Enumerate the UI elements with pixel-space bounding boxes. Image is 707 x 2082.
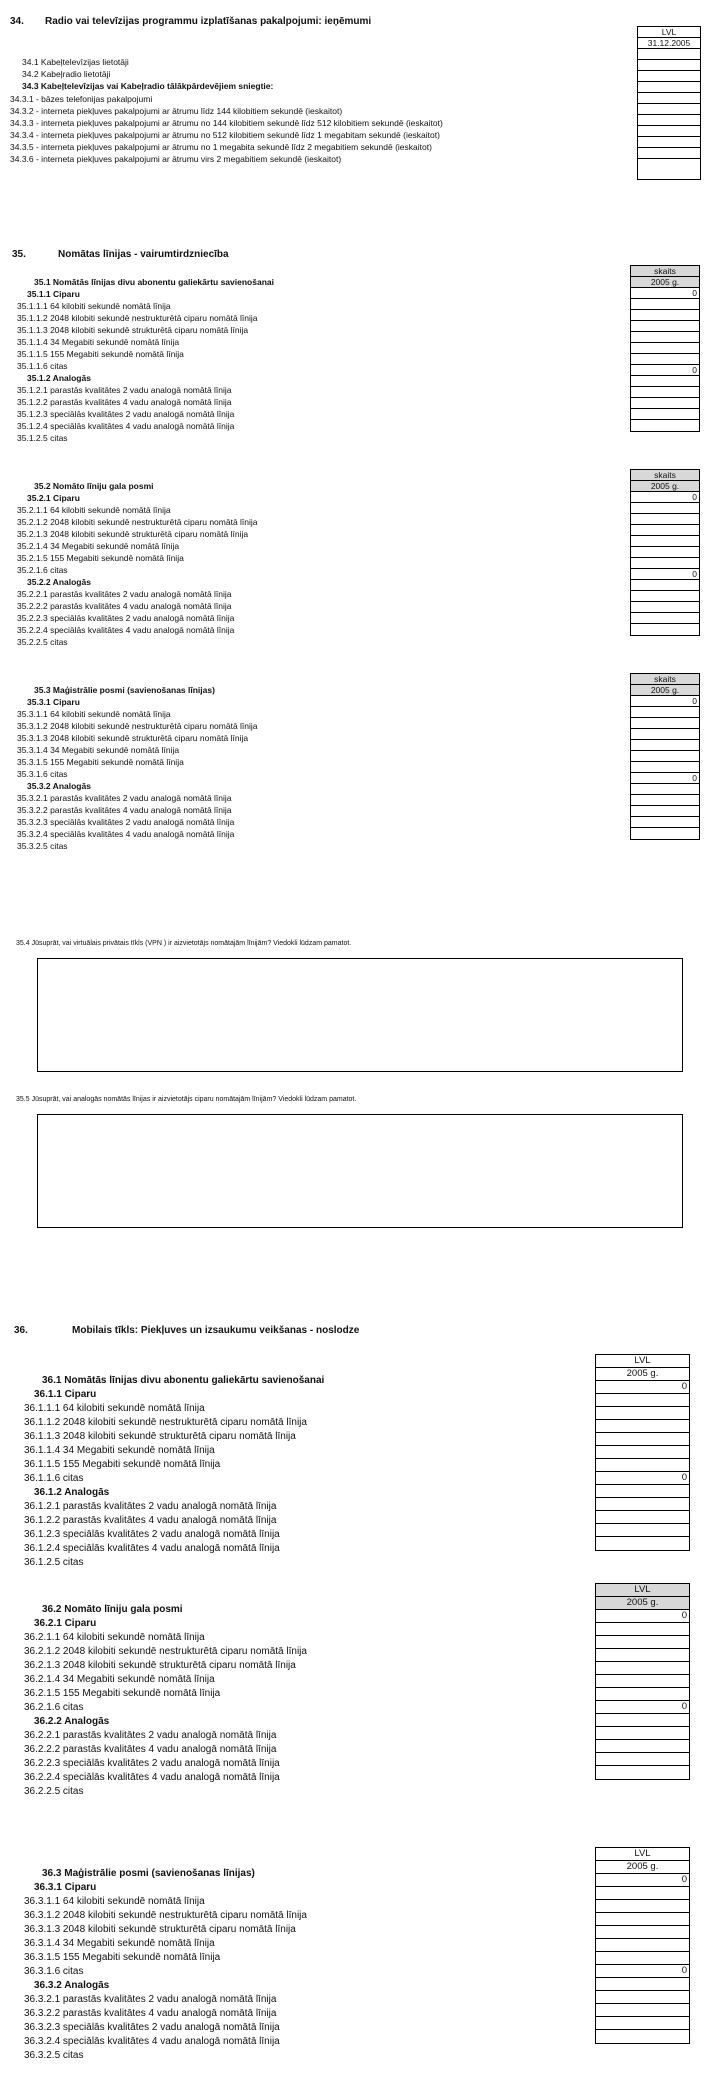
digital-row: 36.2.1.5 155 Megabiti sekundē nomātā līnija bbox=[24, 1688, 221, 1699]
digital-row: 36.2.1.3 2048 kilobiti sekundē strukturētā ciparu nomātā līnija bbox=[24, 1660, 296, 1671]
analog-heading: 36.1.2 Analogās bbox=[34, 1487, 110, 1498]
value-year: 2005 g. bbox=[596, 1861, 689, 1874]
section-34-value-box bbox=[637, 26, 701, 180]
digital-row: 35.1.1.6 citas bbox=[17, 361, 68, 371]
value-cell[interactable] bbox=[596, 1511, 689, 1524]
analog-row: 35.2.2.4 speciālās kvalitātes 4 vadu analogā nomātā līnija bbox=[17, 625, 235, 635]
block-title: 36.3 Maģistrālie posmi (savienošanas līnijas) bbox=[42, 1868, 255, 1879]
analog-row: 36.1.2.5 citas bbox=[24, 1557, 84, 1568]
analog-heading: 35.1.2 Analogās bbox=[27, 373, 91, 383]
value-cell[interactable] bbox=[631, 536, 699, 547]
value-cell[interactable] bbox=[596, 2030, 689, 2043]
value-cell[interactable] bbox=[631, 409, 699, 420]
digital-total-cell[interactable]: 0 bbox=[631, 696, 699, 707]
digital-row: 36.1.1.1 64 kilobiti sekundē nomātā līnija bbox=[24, 1403, 205, 1414]
analog-row: 36.1.2.2 parastās kvalitātes 4 vadu analogā nomātā līnija bbox=[24, 1515, 277, 1526]
value-box bbox=[630, 265, 700, 432]
row-34-item: 34.3.2 - interneta piekļuves pakalpojumi ar ātrumu līdz 144 kilobitiem sekundē (ieskaitot) bbox=[10, 106, 343, 116]
digital-total-cell[interactable]: 0 bbox=[596, 1610, 689, 1623]
analog-row: 36.2.2.1 parastās kvalitātes 2 vadu analogā nomātā līnija bbox=[24, 1730, 277, 1741]
digital-row: 35.3.1.1 64 kilobiti sekundē nomātā līnija bbox=[17, 709, 171, 719]
value-cell[interactable] bbox=[631, 751, 699, 762]
value-year: 2005 g. bbox=[596, 1597, 689, 1610]
section-34-title: Radio vai televīzijas programmu izplatīšanas pakalpojumi: ieņēmumi bbox=[45, 16, 372, 27]
digital-row: 35.2.1.2 2048 kilobiti sekundē nestrukturētā ciparu nomātā līnija bbox=[17, 517, 258, 527]
value-header: skaits bbox=[631, 674, 699, 685]
digital-total-cell[interactable]: 0 bbox=[596, 1874, 689, 1887]
value-cell[interactable] bbox=[631, 354, 699, 365]
value-cell[interactable] bbox=[631, 387, 699, 398]
analog-heading: 35.2.2 Analogās bbox=[27, 577, 91, 587]
analog-row: 35.3.2.5 citas bbox=[17, 841, 68, 851]
row-34-item: 34.3.6 - interneta piekļuves pakalpojumi ar ātrumu virs 2 megabitiem sekundē (ieskaitot) bbox=[10, 154, 342, 164]
block-title: 35.1 Nomātās līnijas divu abonentu galiekārtu savienošanai bbox=[34, 277, 274, 287]
digital-row: 35.2.1.4 34 Megabiti sekundē nomātā līnija bbox=[17, 541, 180, 551]
value-cell[interactable] bbox=[631, 525, 699, 536]
value-cell[interactable] bbox=[596, 1740, 689, 1753]
value-year: 2005 g. bbox=[631, 277, 699, 288]
analog-row: 35.3.2.3 speciālās kvalitātes 2 vadu analogā nomātā līnija bbox=[17, 817, 235, 827]
value-header: LVL bbox=[638, 27, 700, 38]
value-year: 2005 g. bbox=[631, 481, 699, 492]
value-cell[interactable] bbox=[596, 1714, 689, 1727]
value-cell[interactable] bbox=[631, 580, 699, 591]
value-cell[interactable] bbox=[596, 1524, 689, 1537]
value-cell[interactable] bbox=[596, 1727, 689, 1740]
row-34-item: 34.3.3 - interneta piekļuves pakalpojumi ar ātrumu no 144 kilobitiem sekundē līdz 512 kilobitiem sekundē (ieskaitot) bbox=[10, 118, 443, 128]
value-cell[interactable] bbox=[638, 71, 700, 82]
row-34-item: 34.3 Kabeļtelevīzijas vai Kabeļradio tālākpārdevējiem sniegtie: bbox=[22, 81, 274, 91]
value-cell[interactable] bbox=[631, 420, 699, 431]
digital-row: 36.1.1.3 2048 kilobiti sekundē strukturētā ciparu nomātā līnija bbox=[24, 1431, 296, 1442]
value-cell[interactable] bbox=[596, 1688, 689, 1701]
value-cell[interactable] bbox=[596, 1978, 689, 1991]
analog-heading: 35.3.2 Analogās bbox=[27, 781, 91, 791]
value-cell[interactable] bbox=[631, 817, 699, 828]
value-cell[interactable] bbox=[596, 1766, 689, 1779]
value-year: 2005 g. bbox=[631, 685, 699, 696]
digital-row: 36.3.1.6 citas bbox=[24, 1966, 84, 1977]
value-cell[interactable] bbox=[631, 707, 699, 718]
analog-row: 35.1.2.1 parastās kvalitātes 2 vadu analogā nomātā līnija bbox=[17, 385, 232, 395]
value-header: skaits bbox=[631, 470, 699, 481]
value-cell[interactable] bbox=[596, 1991, 689, 2004]
analog-row: 36.2.2.2 parastās kvalitātes 4 vadu analogā nomātā līnija bbox=[24, 1744, 277, 1755]
value-cell[interactable] bbox=[596, 1887, 689, 1900]
section-36-number: 36. bbox=[14, 1325, 28, 1336]
block-title: 35.2 Nomāto līniju gala posmi bbox=[34, 481, 154, 491]
digital-row: 36.2.1.2 2048 kilobiti sekundē nestrukturētā ciparu nomātā līnija bbox=[24, 1646, 307, 1657]
digital-total-cell[interactable]: 0 bbox=[631, 492, 699, 503]
section-34-number: 34. bbox=[10, 16, 24, 27]
value-cell[interactable] bbox=[596, 1394, 689, 1407]
value-cell[interactable] bbox=[596, 1649, 689, 1662]
value-year: 2005 g. bbox=[596, 1368, 689, 1381]
value-cell[interactable] bbox=[596, 1433, 689, 1446]
digital-row: 35.3.1.6 citas bbox=[17, 769, 68, 779]
analog-total-cell[interactable]: 0 bbox=[596, 1701, 689, 1714]
digital-heading: 36.2.1 Ciparu bbox=[34, 1618, 97, 1629]
value-cell[interactable] bbox=[631, 321, 699, 332]
value-cell[interactable] bbox=[631, 806, 699, 817]
analog-total-cell[interactable]: 0 bbox=[631, 365, 699, 376]
digital-row: 36.1.1.5 155 Megabiti sekundē nomātā līnija bbox=[24, 1459, 221, 1470]
digital-row: 35.1.1.3 2048 kilobiti sekundē strukturētā ciparu nomātā līnija bbox=[17, 325, 249, 335]
value-cell[interactable] bbox=[631, 398, 699, 409]
digital-row: 36.3.1.5 155 Megabiti sekundē nomātā līnija bbox=[24, 1952, 221, 1963]
analog-row: 36.2.2.4 speciālās kvalitātes 4 vadu analogā nomātā līnija bbox=[24, 1772, 280, 1783]
analog-row: 35.3.2.2 parastās kvalitātes 4 vadu analogā nomātā līnija bbox=[17, 805, 232, 815]
analog-total-cell[interactable]: 0 bbox=[596, 1965, 689, 1978]
digital-row: 36.2.1.6 citas bbox=[24, 1702, 84, 1713]
value-cell[interactable] bbox=[638, 49, 700, 60]
analog-row: 35.1.2.4 speciālās kvalitātes 4 vadu analogā nomātā līnija bbox=[17, 421, 235, 431]
digital-row: 36.3.1.3 2048 kilobiti sekundē strukturētā ciparu nomātā līnija bbox=[24, 1924, 296, 1935]
row-34-item: 34.3.5 - interneta piekļuves pakalpojumi ar ātrumu no 1 megabita sekundē līdz 2 megabitiem sekundē (ieskaitot) bbox=[10, 142, 432, 152]
block-title: 36.2 Nomāto līniju gala posmi bbox=[42, 1604, 183, 1615]
analog-row: 36.1.2.1 parastās kvalitātes 2 vadu analogā nomātā līnija bbox=[24, 1501, 277, 1512]
value-cell[interactable] bbox=[638, 148, 700, 159]
question-35-5: 35.5 Jūsuprāt, vai analogās nomātās līnijas ir aizvietotājs ciparu nomātajām līnijām? Viedokli lūdzam pamatot. bbox=[16, 1096, 357, 1103]
digital-heading: 35.1.1 Ciparu bbox=[27, 289, 80, 299]
value-cell[interactable] bbox=[596, 1446, 689, 1459]
digital-row: 35.1.1.4 34 Megabiti sekundē nomātā līnija bbox=[17, 337, 180, 347]
value-cell[interactable] bbox=[631, 332, 699, 343]
digital-heading: 36.3.1 Ciparu bbox=[34, 1882, 97, 1893]
value-cell[interactable] bbox=[631, 299, 699, 310]
digital-row: 36.1.1.2 2048 kilobiti sekundē nestrukturētā ciparu nomātā līnija bbox=[24, 1417, 307, 1428]
analog-row: 35.1.2.3 speciālās kvalitātes 2 vadu analogā nomātā līnija bbox=[17, 409, 235, 419]
value-cell[interactable] bbox=[631, 613, 699, 624]
value-header: LVL bbox=[596, 1584, 689, 1597]
analog-total-cell[interactable]: 0 bbox=[631, 569, 699, 580]
answer-box-35-5[interactable] bbox=[37, 1114, 683, 1228]
value-cell[interactable] bbox=[631, 784, 699, 795]
analog-row: 36.3.2.5 citas bbox=[24, 2050, 84, 2061]
value-header: LVL bbox=[596, 1848, 689, 1861]
digital-total-cell[interactable]: 0 bbox=[631, 288, 699, 299]
analog-row: 36.3.2.2 parastās kvalitātes 4 vadu analogā nomātā līnija bbox=[24, 2008, 277, 2019]
analog-row: 35.3.2.1 parastās kvalitātes 2 vadu analogā nomātā līnija bbox=[17, 793, 232, 803]
value-box bbox=[630, 673, 700, 840]
value-cell[interactable] bbox=[596, 1675, 689, 1688]
value-cell[interactable] bbox=[631, 547, 699, 558]
digital-row: 35.1.1.2 2048 kilobiti sekundē nestrukturētā ciparu nomātā līnija bbox=[17, 313, 258, 323]
section-35-title: Nomātas līnijas - vairumtirdzniecība bbox=[58, 249, 229, 260]
value-box bbox=[595, 1354, 690, 1551]
digital-row: 36.3.1.1 64 kilobiti sekundē nomātā līnija bbox=[24, 1896, 205, 1907]
digital-row: 35.2.1.3 2048 kilobiti sekundē strukturētā ciparu nomātā līnija bbox=[17, 529, 249, 539]
value-cell[interactable] bbox=[631, 310, 699, 321]
value-cell[interactable] bbox=[631, 718, 699, 729]
digital-row: 35.3.1.4 34 Megabiti sekundē nomātā līnija bbox=[17, 745, 180, 755]
analog-row: 35.1.2.5 citas bbox=[17, 433, 68, 443]
value-cell[interactable] bbox=[631, 762, 699, 773]
value-cell[interactable] bbox=[631, 591, 699, 602]
value-cell[interactable] bbox=[596, 1662, 689, 1675]
analog-row: 35.3.2.4 speciālās kvalitātes 4 vadu analogā nomātā līnija bbox=[17, 829, 235, 839]
value-cell[interactable] bbox=[638, 137, 700, 148]
digital-row: 35.2.1.6 citas bbox=[17, 565, 68, 575]
value-cell[interactable] bbox=[638, 126, 700, 137]
analog-row: 36.1.2.3 speciālās kvalitātes 2 vadu analogā nomātā līnija bbox=[24, 1529, 280, 1540]
analog-total-cell[interactable]: 0 bbox=[631, 773, 699, 784]
value-cell[interactable] bbox=[596, 1952, 689, 1965]
value-cell[interactable] bbox=[596, 2017, 689, 2030]
block-title: 36.1 Nomātās līnijas divu abonentu galiekārtu savienošanai bbox=[42, 1375, 325, 1386]
row-34-item: 34.3.4 - interneta piekļuves pakalpojumi ar ātrumu no 512 kilobitiem sekundē līdz 1 megabitam sekundē (ieskaitot) bbox=[10, 130, 440, 140]
value-cell[interactable] bbox=[631, 795, 699, 806]
row-34-item: 34.3.1 - bāzes telefonijas pakalpojumi bbox=[10, 94, 153, 104]
digital-row: 36.1.1.6 citas bbox=[24, 1473, 84, 1484]
value-cell[interactable] bbox=[596, 1485, 689, 1498]
digital-row: 36.3.1.4 34 Megabiti sekundē nomātā līnija bbox=[24, 1938, 215, 1949]
digital-row: 35.1.1.1 64 kilobiti sekundē nomātā līnija bbox=[17, 301, 171, 311]
value-cell[interactable] bbox=[596, 1498, 689, 1511]
digital-heading: 35.3.1 Ciparu bbox=[27, 697, 80, 707]
answer-box-35-4[interactable] bbox=[37, 958, 683, 1072]
digital-total-cell[interactable]: 0 bbox=[596, 1381, 689, 1394]
digital-row: 36.3.1.2 2048 kilobiti sekundē nestrukturētā ciparu nomātā līnija bbox=[24, 1910, 307, 1921]
value-cell[interactable] bbox=[596, 1753, 689, 1766]
analog-row: 36.3.2.4 speciālās kvalitātes 4 vadu analogā nomātā līnija bbox=[24, 2036, 280, 2047]
value-cell[interactable] bbox=[596, 1939, 689, 1952]
value-cell[interactable] bbox=[596, 1623, 689, 1636]
analog-row: 35.2.2.3 speciālās kvalitātes 2 vadu analogā nomātā līnija bbox=[17, 613, 235, 623]
digital-row: 36.1.1.4 34 Megabiti sekundē nomātā līnija bbox=[24, 1445, 215, 1456]
analog-heading: 36.2.2 Analogās bbox=[34, 1716, 110, 1727]
row-34-item: 34.2 Kabeļradio lietotāji bbox=[22, 69, 111, 79]
value-cell[interactable] bbox=[631, 503, 699, 514]
value-cell[interactable] bbox=[596, 1420, 689, 1433]
analog-row: 36.2.2.5 citas bbox=[24, 1786, 84, 1797]
value-cell[interactable] bbox=[631, 514, 699, 525]
value-cell[interactable] bbox=[638, 115, 700, 126]
section-35-number: 35. bbox=[12, 249, 26, 260]
block-title: 35.3 Maģistrālie posmi (savienošanas līnijas) bbox=[34, 685, 215, 695]
value-box bbox=[595, 1847, 690, 2044]
value-cell[interactable] bbox=[638, 93, 700, 104]
analog-heading: 36.3.2 Analogās bbox=[34, 1980, 110, 1991]
value-cell[interactable] bbox=[631, 729, 699, 740]
value-cell[interactable] bbox=[638, 60, 700, 71]
digital-row: 35.3.1.5 155 Megabiti sekundē nomātā līnija bbox=[17, 757, 184, 767]
analog-row: 36.2.2.3 speciālās kvalitātes 2 vadu analogā nomātā līnija bbox=[24, 1758, 280, 1769]
digital-row: 36.2.1.1 64 kilobiti sekundē nomātā līnija bbox=[24, 1632, 205, 1643]
value-header: LVL bbox=[596, 1355, 689, 1368]
analog-row: 36.1.2.4 speciālās kvalitātes 4 vadu analogā nomātā līnija bbox=[24, 1543, 280, 1554]
digital-row: 35.1.1.5 155 Megabiti sekundē nomātā līnija bbox=[17, 349, 184, 359]
analog-row: 35.1.2.2 parastās kvalitātes 4 vadu analogā nomātā līnija bbox=[17, 397, 232, 407]
value-cell[interactable] bbox=[638, 82, 700, 93]
section-36-title: Mobilais tīkls: Piekļuves un izsaukumu veikšanas - noslodze bbox=[72, 1325, 360, 1336]
value-header: skaits bbox=[631, 266, 699, 277]
analog-row: 36.3.2.3 speciālās kvalitātes 2 vadu analogā nomātā līnija bbox=[24, 2022, 280, 2033]
value-cell[interactable] bbox=[631, 376, 699, 387]
value-cell[interactable] bbox=[596, 1459, 689, 1472]
analog-row: 35.2.2.1 parastās kvalitātes 2 vadu analogā nomātā līnija bbox=[17, 589, 232, 599]
value-cell[interactable] bbox=[638, 159, 700, 170]
value-cell[interactable] bbox=[596, 1926, 689, 1939]
analog-row: 35.2.2.2 parastās kvalitātes 4 vadu analogā nomātā līnija bbox=[17, 601, 232, 611]
value-box bbox=[630, 469, 700, 636]
value-cell[interactable] bbox=[596, 1537, 689, 1550]
value-cell[interactable] bbox=[631, 740, 699, 751]
value-cell[interactable] bbox=[631, 558, 699, 569]
question-35-4: 35.4 Jūsuprāt, vai virtuālais privātais tīkls (VPN ) ir aizvietotājs nomātajām līnijām? Viedokli lūdzam pamatot. bbox=[16, 940, 352, 947]
value-cell[interactable] bbox=[631, 828, 699, 839]
digital-row: 35.2.1.5 155 Megabiti sekundē nomātā līnija bbox=[17, 553, 184, 563]
value-cell[interactable] bbox=[631, 602, 699, 613]
value-date: 31.12.2005 bbox=[638, 38, 700, 49]
value-cell[interactable] bbox=[596, 1900, 689, 1913]
analog-row: 35.2.2.5 citas bbox=[17, 637, 68, 647]
analog-total-cell[interactable]: 0 bbox=[596, 1472, 689, 1485]
value-cell[interactable] bbox=[638, 104, 700, 115]
digital-row: 36.2.1.4 34 Megabiti sekundē nomātā līnija bbox=[24, 1674, 215, 1685]
value-box bbox=[595, 1583, 690, 1780]
value-cell[interactable] bbox=[596, 1407, 689, 1420]
value-cell[interactable] bbox=[631, 343, 699, 354]
value-cell[interactable] bbox=[596, 1636, 689, 1649]
row-34-item: 34.1 Kabeļtelevīzijas lietotāji bbox=[22, 57, 129, 67]
digital-row: 35.2.1.1 64 kilobiti sekundē nomātā līnija bbox=[17, 505, 171, 515]
digital-heading: 36.1.1 Ciparu bbox=[34, 1389, 97, 1400]
digital-row: 35.3.1.3 2048 kilobiti sekundē strukturētā ciparu nomātā līnija bbox=[17, 733, 249, 743]
value-cell[interactable] bbox=[596, 2004, 689, 2017]
value-cell[interactable] bbox=[631, 624, 699, 635]
analog-row: 36.3.2.1 parastās kvalitātes 2 vadu analogā nomātā līnija bbox=[24, 1994, 277, 2005]
digital-row: 35.3.1.2 2048 kilobiti sekundē nestrukturētā ciparu nomātā līnija bbox=[17, 721, 258, 731]
digital-heading: 35.2.1 Ciparu bbox=[27, 493, 80, 503]
value-cell[interactable] bbox=[596, 1913, 689, 1926]
